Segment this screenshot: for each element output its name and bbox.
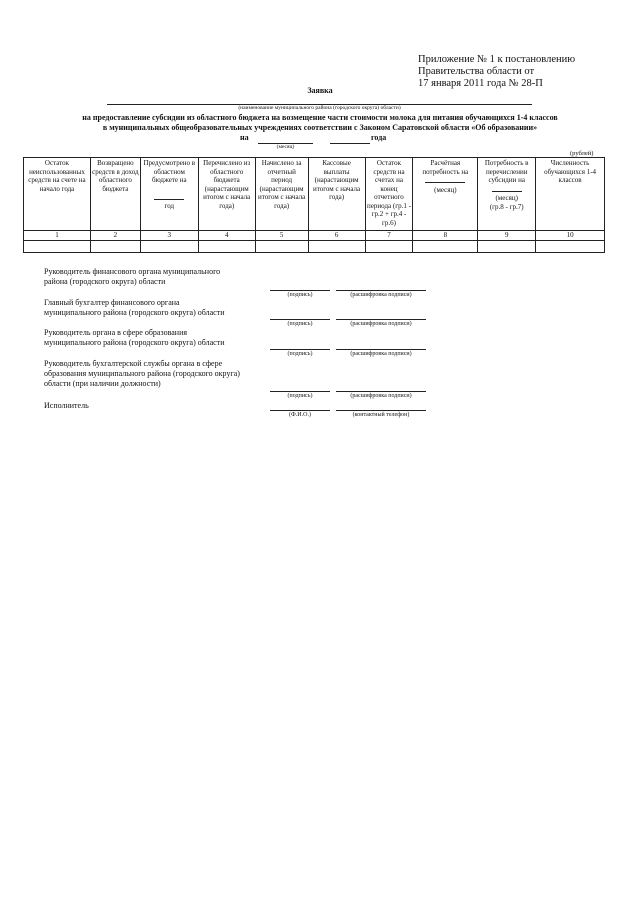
header-cell — [140, 158, 198, 231]
signature-name-field: (расшифровка подписи) — [336, 319, 426, 327]
column-number: 2 — [90, 231, 140, 241]
column-number: 4 — [198, 231, 255, 241]
appendix-line: Правительства области от — [418, 66, 535, 77]
signature-field: (подпись) — [270, 319, 330, 327]
data-cell[interactable] — [255, 240, 308, 252]
role-line: муниципального района (городского округа) области — [44, 308, 225, 317]
appendix-line: Приложение № 1 к постановлению — [418, 54, 576, 65]
document-title: Заявка — [307, 86, 333, 95]
header-sub: (месяц) — [495, 194, 518, 202]
signature-role — [44, 401, 89, 411]
header-cell — [478, 158, 536, 231]
appendix-line: 17 января 2011 года № 28-П — [418, 78, 543, 89]
column-number: 8 — [413, 231, 478, 241]
role-line: Исполнитель — [44, 401, 89, 410]
units-label: (рублей) — [570, 150, 594, 157]
signature-role — [44, 267, 220, 287]
header-cell: Начислено за отчетный период (нарастающим итогом с начала года) — [255, 158, 308, 231]
phone-field: (контактный телефон) — [336, 410, 426, 418]
column-number: 10 — [536, 231, 605, 241]
role-line: муниципального района (городского округа) области — [44, 338, 225, 347]
signature-name-field: (расшифровка подписи) — [336, 349, 426, 357]
month-caption: (месяц) — [276, 144, 295, 150]
data-cell[interactable] — [140, 240, 198, 252]
header-formula: (гр.8 - гр.7) — [489, 202, 524, 211]
column-number: 9 — [478, 231, 536, 241]
column-number: 7 — [365, 231, 413, 241]
signature-field: (подпись) — [270, 391, 330, 399]
header-cell: Остаток средств на счетах на конец отчетного периода (гр.1 - гр.2 + гр.4 - гр.6) — [365, 158, 413, 231]
header-text: Потребность в перечислении субсидии на — [484, 159, 529, 184]
header-cell: Возвращено средств в доход областного бюджета — [90, 158, 140, 231]
data-cell[interactable] — [90, 240, 140, 252]
header-sub: (месяц) — [434, 185, 457, 194]
header-text: Предусмотрено в областном бюджете на — [143, 159, 196, 184]
column-number: 3 — [140, 231, 198, 241]
signature-role — [44, 298, 224, 318]
header-cell: Перечислено из областного бюджета (нарастающим итогом с начала года) — [198, 158, 255, 231]
period-suffix: года — [371, 133, 387, 142]
signature-name-field: (расшифровка подписи) — [336, 290, 426, 298]
header-row — [24, 158, 605, 231]
data-cell[interactable] — [413, 240, 478, 252]
data-row — [24, 240, 605, 252]
appendix-note — [418, 54, 575, 90]
role-line: Руководитель органа в сфере образования — [44, 328, 188, 337]
role-line: Руководитель финансового органа муниципального — [44, 267, 221, 276]
header-text: Расчётная потребность на — [422, 159, 469, 176]
column-number: 5 — [255, 231, 308, 241]
name-field: (Ф.И.О.) — [270, 410, 330, 418]
data-cell[interactable] — [365, 240, 413, 252]
municipality-caption: (наименование муниципального района (городского округа) области) — [238, 105, 401, 111]
signature-field: (подпись) — [270, 349, 330, 357]
role-line: образования муниципального района (городского округа) — [44, 369, 240, 378]
data-cell[interactable] — [536, 240, 605, 252]
signature-role — [44, 328, 224, 348]
subject-line-2: в муниципальных общеобразовательных учреждениях соответствии с Законом Саратовской области «Об образовании» — [102, 123, 538, 132]
header-cell: Остаток неиспользованных средств на счете на начало года — [24, 158, 91, 231]
role-line: района (городского округа) области — [44, 277, 166, 286]
column-number: 6 — [308, 231, 365, 241]
subject-line-1: на предоставление субсидии из областного бюджета на возмещение части стоимости молока для питания обучающихся 1-4 классов — [82, 113, 558, 122]
signature-field: (подпись) — [270, 290, 330, 298]
role-line: Руководитель бухгалтерской службы органа в сфере — [44, 359, 223, 368]
role-line: Главный бухгалтер финансового органа — [44, 298, 180, 307]
data-cell[interactable] — [308, 240, 365, 252]
period-prefix: на — [240, 133, 249, 142]
data-cell[interactable] — [478, 240, 536, 252]
request-table — [23, 157, 605, 253]
number-row — [24, 231, 605, 241]
header-cell — [413, 158, 478, 231]
column-number: 1 — [24, 231, 91, 241]
signature-name-field: (расшифровка подписи) — [336, 391, 426, 399]
signature-role — [44, 359, 240, 389]
header-cell: Численность обучающихся 1-4 классов — [536, 158, 605, 231]
header-sub: год — [164, 202, 175, 210]
role-line: области (при наличии должности) — [44, 379, 161, 388]
data-cell[interactable] — [24, 240, 91, 252]
data-cell[interactable] — [198, 240, 255, 252]
header-cell: Кассовые выплаты (нарастающим итогом с начала года) — [308, 158, 365, 231]
year-line — [330, 143, 370, 144]
